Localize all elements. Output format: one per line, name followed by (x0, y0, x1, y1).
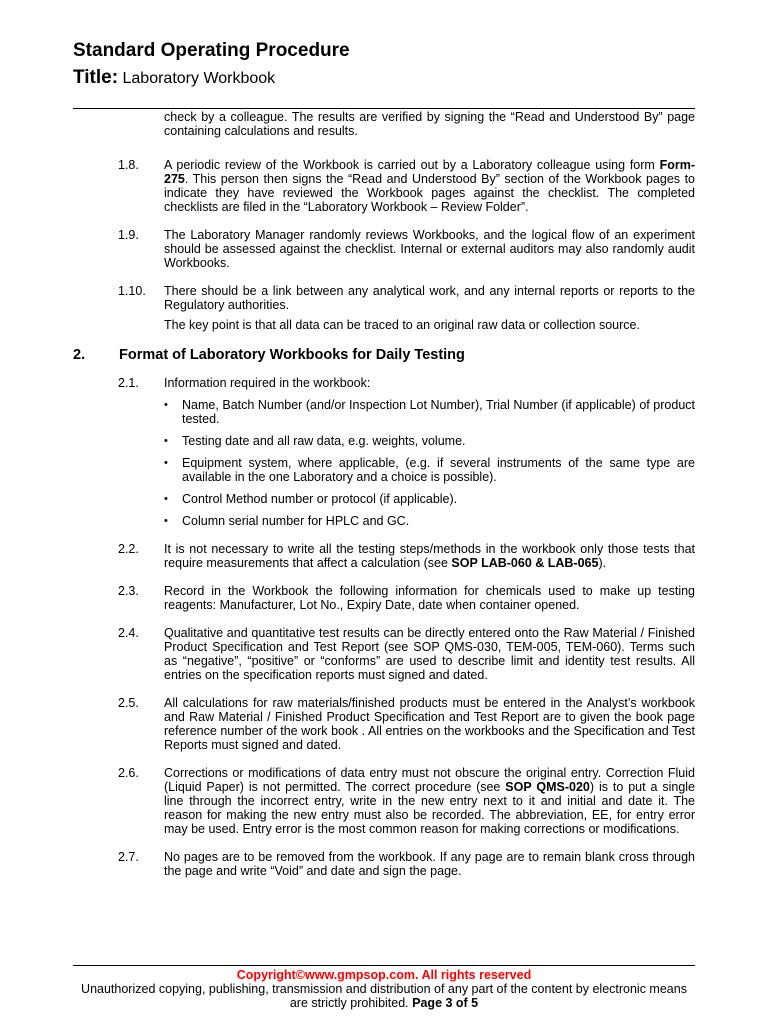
title-label: Title (73, 67, 112, 88)
clause-number: 2.5. (118, 696, 139, 710)
title-colon: : (111, 67, 119, 88)
bullet-icon: • (164, 457, 168, 469)
clause-text: No pages are to be removed from the workbook. If any page are to remain blank cross through the page and write “Void” and date and sign the page. (164, 850, 695, 878)
document-type: Standard Operating Procedure (73, 40, 350, 61)
sop-reference: SOP LAB-060 & LAB-065 (451, 556, 599, 570)
bullet-text: Name, Batch Number (and/or Inspection Lot Number), Trial Number (if applicable) of product tested. (182, 398, 695, 426)
header-rule (73, 108, 695, 109)
list-item (0, 434, 768, 448)
clause-text: The Laboratory Manager randomly reviews Workbooks, and the logical flow of an experiment should be assessed against the checklist. Internal or external auditors may also randomly audit Workbooks. (164, 228, 695, 270)
clause-number: 2.2. (118, 542, 139, 556)
clause-2-7 (0, 850, 768, 878)
document-body (0, 110, 768, 878)
clause-1-10 (0, 284, 768, 312)
clause-1-9 (0, 228, 768, 270)
clause-text: There should be a link between any analytical work, and any internal reports or reports to the Regulatory authorities. (164, 284, 695, 312)
page-number: Page 3 of 5 (412, 996, 479, 1010)
distribution-notice (73, 982, 695, 1010)
title-value: Laboratory Workbook (122, 70, 276, 87)
clause-text: All calculations for raw materials/finished products must be entered in the Analyst’s workbook and Raw Material / Finished Product Specification and Test Report are to given the book page reference number of the work book . All entries on the workbooks and the Specification and Test Reports must signed and dated. (164, 696, 695, 752)
bullet-text: Testing date and all raw data, e.g. weights, volume. (182, 434, 466, 448)
clause-text: . This person then signs the “Read and Understood By” section of the Workbook pages to indicate they have reviewed the Workbook pages against the checklist. The completed checklists are filed in the “Laboratory Workbook – Review Folder”. (164, 172, 695, 214)
section-heading-2 (0, 346, 768, 364)
list-item (0, 492, 768, 506)
clause-text: Information required in the workbook: (164, 376, 371, 390)
sop-reference: SOP QMS-020 (505, 780, 590, 794)
clause-1-8 (0, 158, 768, 214)
clause-2-5 (0, 696, 768, 752)
clause-number: 1.10. (118, 284, 146, 298)
list-item (0, 456, 768, 484)
bullet-text: Control Method number or protocol (if applicable). (182, 492, 458, 506)
clause-number: 2.7. (118, 850, 139, 864)
clause-number: 2.6. (118, 766, 139, 780)
form-reference: Form-275 (164, 158, 695, 186)
clause-text: ) is to put a single line through the incorrect entry, write in the new entry next to it and initial and date it. The reason for making the new entry must also be recorded. The abbreviation, EE, for entry error may be used. Entry error is the most common reason for making corrections or modifications. (164, 780, 696, 836)
clause-number: 1.8. (118, 158, 139, 172)
bullet-list (0, 398, 768, 528)
copyright-notice: Copyright©www.gmpsop.com. All rights reserved (236, 968, 532, 982)
clause-2-4 (0, 626, 768, 682)
bullet-icon: • (164, 515, 168, 527)
footer-rule (73, 965, 695, 966)
key-point: The key point is that all data can be traced to an original raw data or collection source. (164, 318, 640, 332)
section-title: Format of Laboratory Workbooks for Daily Testing (119, 347, 465, 363)
bullet-icon: • (164, 399, 168, 411)
page-header (73, 40, 695, 89)
clause-text: A periodic review of the Workbook is carried out by a Laboratory colleague using form (164, 158, 660, 172)
clause-text: Qualitative and quantitative test results can be directly entered onto the Raw Material / Finished Product Specification and Test Report (see SOP QMS-030, TEM-005, TEM-060). Terms such as “negative”, “positive” or “conforms” are used to describe limit and identity test results. All entries on the specification reports must signed and dated. (164, 626, 695, 682)
document-title (73, 68, 695, 89)
clause-number: 2.4. (118, 626, 139, 640)
bullet-text: Equipment system, where applicable, (e.g. if several instruments of the same type are available in the one Laboratory and a choice is possible). (182, 456, 695, 484)
continued-paragraph: check by a colleague. The results are verified by signing the “Read and Understood By” page containing calculations and results. (164, 110, 695, 138)
clause-text: Corrections or modifications of data entry must not obscure the original entry. Correction Fluid (Liquid Paper) is not permitted. The correct procedure (see (164, 766, 695, 794)
clause-number: 2.1. (118, 376, 139, 390)
clause-text: ). (598, 556, 607, 570)
list-item (0, 514, 768, 528)
clause-2-2 (0, 542, 768, 570)
notice-text: Unauthorized copying, publishing, transmission and distribution of any part of the content by electronic means are strictly prohibited. (81, 982, 687, 1010)
clause-text: It is not necessary to write all the testing steps/methods in the workbook only those tests that require measurements that affect a calculation (see (164, 542, 695, 570)
bullet-text: Column serial number for HPLC and GC. (182, 514, 410, 528)
section-number: 2. (73, 347, 86, 363)
page-footer (73, 965, 695, 1010)
clause-2-3 (0, 584, 768, 612)
clause-number: 2.3. (118, 584, 139, 598)
clause-2-6 (0, 766, 768, 836)
clause-2-1 (0, 376, 768, 390)
bullet-icon: • (164, 493, 168, 505)
clause-number: 1.9. (118, 228, 139, 242)
list-item (0, 398, 768, 426)
clause-text: Record in the Workbook the following information for chemicals used to make up testing reagents: Manufacturer, Lot No., Expiry Date, date when container opened. (164, 584, 695, 612)
bullet-icon: • (164, 435, 168, 447)
